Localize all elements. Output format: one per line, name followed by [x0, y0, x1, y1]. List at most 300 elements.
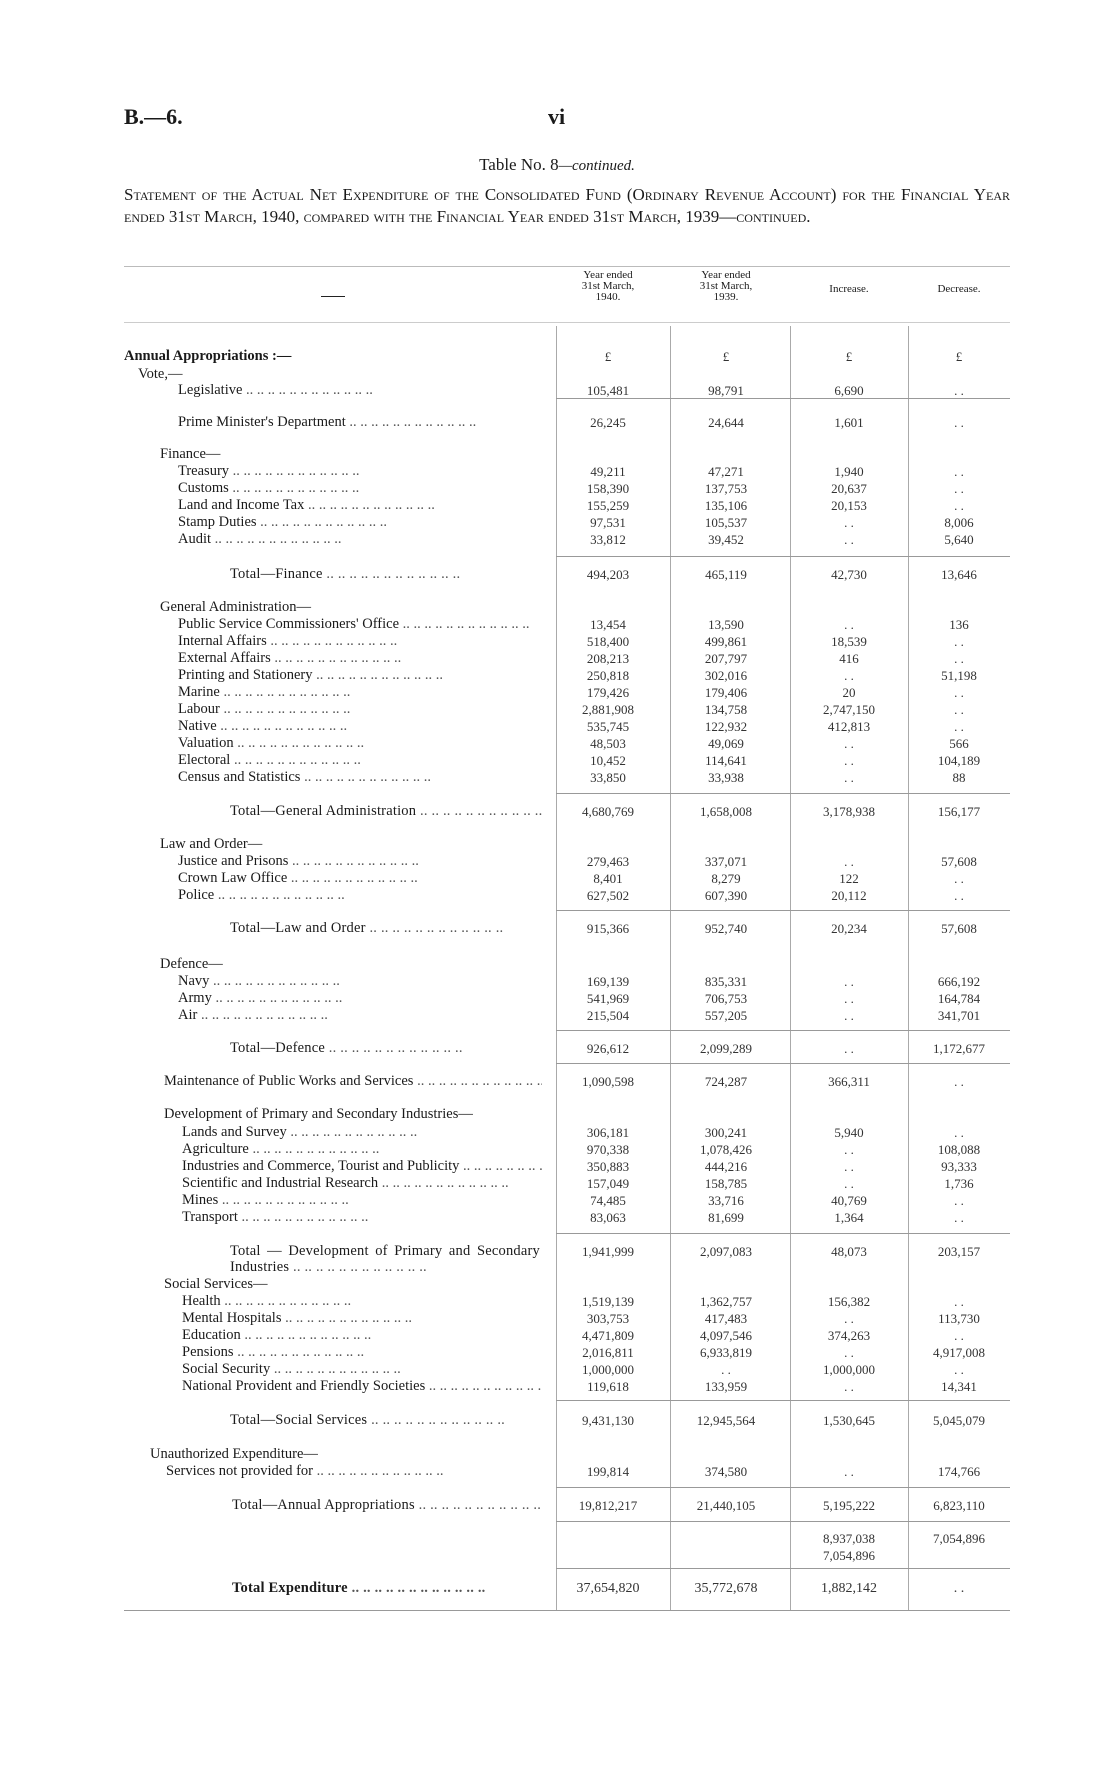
table-row-police — [0, 887, 1114, 904]
value-1940: 1,519,139 — [582, 1294, 634, 1309]
total-rule — [556, 1063, 1010, 1064]
value-1940: 155,259 — [586, 498, 630, 513]
value-decrease: 666,192 — [937, 974, 981, 989]
value-decrease: . . — [954, 1328, 964, 1343]
table-row-total-general-administration — [0, 803, 1114, 820]
row-label: Legislative .. — [178, 382, 542, 399]
value-1940: 8,401 — [593, 871, 623, 886]
value-1939: 114,641 — [705, 753, 747, 768]
table-row-services-not-provided-for — [0, 1463, 1114, 1480]
value-increase: 366,311 — [828, 1074, 870, 1089]
table-row-native — [0, 718, 1114, 735]
value-1940: 1,941,999 — [582, 1244, 634, 1259]
value-1940: 9,431,130 — [582, 1413, 634, 1428]
row-label: Internal Affairs .. — [178, 633, 542, 650]
value-increase: 3,178,938 — [823, 804, 875, 819]
table-row-scientific-and-industrial-research — [0, 1175, 1114, 1192]
value-increase: . . — [844, 1041, 854, 1056]
value-increase: 8,937,038 — [823, 1531, 875, 1546]
value-decrease: 174,766 — [937, 1464, 981, 1479]
value-increase: . . — [844, 753, 854, 768]
value-1940: 541,969 — [586, 991, 630, 1006]
value-increase: . . — [844, 532, 854, 547]
value-decrease: . . — [954, 1074, 964, 1089]
row-label: Services not provided for .. — [166, 1463, 542, 1480]
value-decrease: . . — [954, 1193, 964, 1208]
value-increase: 20,637 — [831, 481, 867, 496]
total-rule — [556, 1521, 1010, 1522]
value-increase: 40,769 — [831, 1193, 867, 1208]
value-increase: 42,730 — [831, 567, 867, 582]
table-row-stamp-duties — [0, 514, 1114, 531]
total-rule — [556, 1233, 1010, 1234]
total-rule — [556, 793, 1010, 794]
value-1940: £ — [604, 349, 612, 364]
row-label: Crown Law Office .. — [178, 870, 542, 887]
total-rule — [556, 910, 1010, 911]
value-1939: £ — [722, 349, 730, 364]
value-decrease: 57,608 — [941, 921, 977, 936]
value-increase: . . — [844, 770, 854, 785]
row-label: Mines .. — [182, 1192, 542, 1209]
value-1940: 33,850 — [590, 770, 626, 785]
total-rule — [556, 1568, 1010, 1569]
value-increase: . . — [844, 854, 854, 869]
value-increase: . . — [844, 1142, 854, 1157]
value-1939: 21,440,105 — [696, 1498, 756, 1513]
value-1940: 306,181 — [586, 1125, 630, 1140]
table-number-label: Table No. 8 — [479, 155, 559, 174]
value-1940: 74,485 — [590, 1193, 626, 1208]
value-decrease: 341,701 — [937, 1008, 981, 1023]
value-1939: 6,933,819 — [700, 1345, 752, 1360]
table-row-law-and-order — [0, 836, 1114, 853]
total-rule — [556, 1030, 1010, 1031]
value-decrease: 203,157 — [937, 1244, 981, 1259]
value-increase: 416 — [839, 651, 859, 666]
value-1940: 13,454 — [590, 617, 626, 632]
value-increase: 20,234 — [831, 921, 867, 936]
value-1939: 557,205 — [704, 1008, 748, 1023]
total-rule — [556, 556, 1010, 557]
value-increase: 5,940 — [834, 1125, 864, 1140]
value-1940: 179,426 — [586, 685, 630, 700]
table-row-public-service-commissioners-office — [0, 616, 1114, 633]
table-row-total-law-and-order — [0, 920, 1114, 937]
value-1939: 35,772,678 — [694, 1581, 758, 1596]
value-1940: 48,503 — [590, 736, 626, 751]
row-label: Social Security .. — [182, 1361, 542, 1378]
row-label: Defence— — [160, 956, 223, 972]
value-increase: 1,940 — [834, 464, 864, 479]
value-1940: 494,203 — [586, 567, 630, 582]
table-number — [0, 155, 1114, 175]
value-1939: 81,699 — [708, 1210, 744, 1225]
value-increase: 374,263 — [827, 1328, 871, 1343]
value-1940: 926,612 — [586, 1041, 630, 1056]
value-1939: 2,099,289 — [700, 1041, 752, 1056]
table-number-suffix: —continued. — [558, 158, 635, 174]
table-row-general-administration — [0, 599, 1114, 616]
value-increase: . . — [844, 991, 854, 1006]
value-increase: . . — [844, 668, 854, 683]
value-decrease: . . — [954, 415, 964, 430]
header-year-1939: Year ended 31st March, 1939. — [699, 269, 753, 303]
value-decrease: . . — [954, 1362, 964, 1377]
table-row-customs — [0, 480, 1114, 497]
value-decrease: 164,784 — [937, 991, 981, 1006]
value-1939: 12,945,564 — [696, 1413, 756, 1428]
table-row-prime-minister-s-department — [0, 414, 1114, 431]
value-1940: 19,812,217 — [578, 1498, 638, 1513]
value-1940: 26,245 — [590, 415, 626, 430]
value-1940: 970,338 — [586, 1142, 630, 1157]
header-decrease: Decrease. — [937, 283, 981, 295]
row-label: Total—Law and Order .. — [230, 920, 542, 937]
row-label: Native .. — [178, 718, 542, 735]
table-row-national-provident-and-friendly-societies — [0, 1378, 1114, 1395]
value-1940: 105,481 — [586, 383, 630, 398]
row-label: Air .. — [178, 1007, 542, 1024]
value-increase: . . — [844, 974, 854, 989]
value-decrease: 13,646 — [941, 567, 977, 582]
table-row-annual-appropriations — [0, 348, 1114, 365]
value-decrease: 51,198 — [941, 668, 977, 683]
row-label: Annual Appropriations :— — [124, 348, 292, 364]
row-label: Industries and Commerce, Tourist and Publicity .. — [182, 1158, 542, 1175]
table-row-maintenance-of-public-works-and-services — [0, 1073, 1114, 1090]
value-decrease: 1,172,677 — [933, 1041, 985, 1056]
value-1939: 13,590 — [708, 617, 744, 632]
value-increase: 1,601 — [834, 415, 864, 430]
value-1940: 208,213 — [586, 651, 630, 666]
value-increase: 20 — [842, 685, 856, 700]
value-1939: 33,716 — [708, 1193, 744, 1208]
row-label: Public Service Commissioners' Office .. — [178, 616, 542, 633]
value-increase: 2,747,150 — [823, 702, 875, 717]
table-row-blank — [0, 1530, 1114, 1547]
row-label: Total—Social Services .. — [230, 1412, 542, 1429]
value-decrease: . . — [954, 498, 964, 513]
value-1939: 835,331 — [704, 974, 748, 989]
table-row-education — [0, 1327, 1114, 1344]
value-1940: 37,654,820 — [576, 1581, 640, 1596]
table-row-total-annual-appropriations — [0, 1497, 1114, 1514]
value-decrease: . . — [954, 1294, 964, 1309]
value-increase: £ — [845, 349, 853, 364]
value-increase: . . — [844, 1159, 854, 1174]
table-row-finance — [0, 446, 1114, 463]
row-label: Prime Minister's Department .. — [178, 414, 542, 431]
value-1940: 4,471,809 — [582, 1328, 634, 1343]
statement-title: Statement of the Actual Net Expenditure of the Consolidated Fund (Ordinary Revenue Account) for the Financial Year ended 31st March, 1940, compared with the Financial Year ended 31st March, 1939—continued. — [124, 185, 1010, 226]
value-decrease: 5,640 — [944, 532, 974, 547]
value-1939: 724,287 — [704, 1074, 748, 1089]
value-increase: 1,000,000 — [823, 1362, 875, 1377]
row-label: Maintenance of Public Works and Services .. — [164, 1073, 542, 1090]
value-increase: 1,364 — [834, 1210, 864, 1225]
table-row-navy — [0, 973, 1114, 990]
table-row-total-expenditure — [0, 1580, 1114, 1597]
row-label: Mental Hospitals .. — [182, 1310, 542, 1327]
row-label: Pensions .. — [182, 1344, 542, 1361]
total-rule — [556, 398, 1010, 399]
value-decrease: . . — [954, 871, 964, 886]
value-1940: 158,390 — [586, 481, 630, 496]
value-1940: 1,090,598 — [582, 1074, 634, 1089]
value-1940: 169,139 — [586, 974, 630, 989]
table-bottom-rule — [124, 1610, 1010, 1611]
value-1939: 179,406 — [704, 685, 748, 700]
value-decrease: . . — [954, 634, 964, 649]
table-row-crown-law-office — [0, 870, 1114, 887]
value-decrease: 566 — [949, 736, 969, 751]
value-decrease: 6,823,110 — [933, 1498, 985, 1513]
value-increase: . . — [844, 617, 854, 632]
value-1939: 207,797 — [704, 651, 748, 666]
row-label: Marine .. — [178, 684, 542, 701]
value-increase: 1,882,142 — [821, 1581, 877, 1596]
value-1940: 2,016,811 — [582, 1345, 634, 1360]
row-label: Finance— — [160, 446, 221, 462]
row-label: Total—Annual Appropriations .. — [232, 1497, 542, 1514]
row-label: Navy .. — [178, 973, 542, 990]
value-decrease: . . — [954, 1125, 964, 1140]
row-label: Vote,— — [138, 366, 183, 382]
table-row-total-social-services — [0, 1412, 1114, 1429]
table-row-social-services — [0, 1276, 1114, 1293]
value-1939: 2,097,083 — [700, 1244, 752, 1259]
value-1940: 279,463 — [586, 854, 630, 869]
table-row-printing-and-stationery — [0, 667, 1114, 684]
row-label: Justice and Prisons .. — [178, 853, 542, 870]
table-row-pensions — [0, 1344, 1114, 1361]
table-row-internal-affairs — [0, 633, 1114, 650]
value-1939: 952,740 — [704, 921, 748, 936]
table-row-agriculture — [0, 1141, 1114, 1158]
value-1939: 444,216 — [704, 1159, 748, 1174]
value-1939: 134,758 — [704, 702, 748, 717]
row-label: Social Services— — [164, 1276, 268, 1292]
value-1939: 1,362,757 — [700, 1294, 752, 1309]
value-1939: 337,071 — [704, 854, 748, 869]
value-increase: 1,530,645 — [823, 1413, 875, 1428]
row-label: Development of Primary and Secondary Industries— — [164, 1106, 473, 1122]
value-1939: 98,791 — [708, 383, 744, 398]
value-1940: 1,000,000 — [582, 1362, 634, 1377]
value-decrease: . . — [954, 685, 964, 700]
value-increase: 5,195,222 — [823, 1498, 875, 1513]
value-1940: 4,680,769 — [582, 804, 634, 819]
value-1939: 33,938 — [708, 770, 744, 785]
row-label: General Administration— — [160, 599, 312, 615]
value-increase: 18,539 — [831, 634, 867, 649]
value-decrease: . . — [954, 383, 964, 398]
row-label: Total—Defence .. — [230, 1040, 542, 1057]
row-label: Total — Development of Primary and Secondary Industries .. — [230, 1243, 540, 1275]
value-increase: 412,813 — [827, 719, 871, 734]
table-row-lands-and-survey — [0, 1124, 1114, 1141]
page-number: vi — [548, 104, 566, 129]
table-row-valuation — [0, 735, 1114, 752]
value-decrease: . . — [954, 651, 964, 666]
value-increase: 156,382 — [827, 1294, 871, 1309]
value-1940: 535,745 — [586, 719, 630, 734]
value-1939: 122,932 — [704, 719, 748, 734]
value-1940: 157,049 — [586, 1176, 630, 1191]
value-1939: 158,785 — [704, 1176, 748, 1191]
value-1939: 137,753 — [704, 481, 748, 496]
row-label: Scientific and Industrial Research .. — [182, 1175, 542, 1192]
value-1940: 83,063 — [590, 1210, 626, 1225]
row-label: Stamp Duties .. — [178, 514, 542, 531]
table-row-total-defence — [0, 1040, 1114, 1057]
table-row-external-affairs — [0, 650, 1114, 667]
value-1939: . . — [721, 1362, 731, 1377]
value-increase: 48,073 — [831, 1244, 867, 1259]
row-label: Electoral .. — [178, 752, 542, 769]
value-1940: 2,881,908 — [582, 702, 634, 717]
value-1939: 39,452 — [708, 532, 744, 547]
value-decrease: 104,189 — [937, 753, 981, 768]
row-label: Police .. — [178, 887, 542, 904]
row-label: External Affairs .. — [178, 650, 542, 667]
row-label: Audit .. — [178, 531, 542, 548]
table-row-defence — [0, 956, 1114, 973]
value-1940: 915,366 — [586, 921, 630, 936]
table-row-labour — [0, 701, 1114, 718]
value-decrease: 93,333 — [941, 1159, 977, 1174]
value-1939: 374,580 — [704, 1464, 748, 1479]
value-1940: 350,883 — [586, 1159, 630, 1174]
value-1939: 49,069 — [708, 736, 744, 751]
value-1939: 1,078,426 — [700, 1142, 752, 1157]
table-row-development-of-primary-and-secondary-industries — [0, 1106, 1114, 1123]
value-1939: 300,241 — [704, 1125, 748, 1140]
value-1939: 706,753 — [704, 991, 748, 1006]
table-row-audit — [0, 531, 1114, 548]
value-1939: 135,106 — [704, 498, 748, 513]
value-decrease: . . — [954, 481, 964, 496]
value-1940: 215,504 — [586, 1008, 630, 1023]
value-1939: 4,097,546 — [700, 1328, 752, 1343]
value-increase: 20,112 — [831, 888, 867, 903]
table-row-unauthorized-expenditure — [0, 1446, 1114, 1463]
value-decrease: 108,088 — [937, 1142, 981, 1157]
value-increase: . . — [844, 1008, 854, 1023]
table-row-blank — [0, 1547, 1114, 1564]
value-decrease: 113,730 — [938, 1311, 980, 1326]
value-increase: . . — [844, 1464, 854, 1479]
value-1940: 627,502 — [586, 888, 630, 903]
row-label: Law and Order— — [160, 836, 263, 852]
table-row-land-and-income-tax — [0, 497, 1114, 514]
table-row-social-security — [0, 1361, 1114, 1378]
value-increase: . . — [844, 1345, 854, 1360]
value-increase: . . — [844, 1176, 854, 1191]
value-1939: 465,119 — [705, 567, 747, 582]
value-decrease: 57,608 — [941, 854, 977, 869]
table-row-legislative — [0, 382, 1114, 399]
value-decrease: 5,045,079 — [933, 1413, 985, 1428]
value-decrease: £ — [955, 349, 963, 364]
table-row-vote — [0, 366, 1114, 383]
header-rule — [124, 322, 1010, 323]
row-label: Total—Finance .. — [230, 566, 542, 583]
value-increase: . . — [844, 1311, 854, 1326]
value-decrease: 136 — [949, 617, 969, 632]
header-year-1940: Year ended 31st March, 1940. — [581, 269, 635, 303]
value-increase: . . — [844, 736, 854, 751]
table-row-electoral — [0, 752, 1114, 769]
table-row-total-finance — [0, 566, 1114, 583]
value-1939: 133,959 — [704, 1379, 748, 1394]
value-1939: 417,483 — [704, 1311, 748, 1326]
table-row-justice-and-prisons — [0, 853, 1114, 870]
total-rule — [556, 1400, 1010, 1401]
value-1939: 105,537 — [704, 515, 748, 530]
page-ref: B.—6. — [124, 104, 183, 129]
value-1940: 518,400 — [586, 634, 630, 649]
total-rule — [556, 1487, 1010, 1488]
value-1939: 47,271 — [708, 464, 744, 479]
table-row-air — [0, 1007, 1114, 1024]
value-1939: 8,279 — [711, 871, 741, 886]
value-1940: 250,818 — [586, 668, 630, 683]
value-increase: 122 — [839, 871, 859, 886]
value-1940: 119,618 — [587, 1379, 629, 1394]
table-row-army — [0, 990, 1114, 1007]
value-decrease: . . — [954, 719, 964, 734]
value-decrease: 8,006 — [944, 515, 974, 530]
value-1940: 10,452 — [590, 753, 626, 768]
row-label: Land and Income Tax .. — [178, 497, 542, 514]
value-decrease: 156,177 — [937, 804, 981, 819]
row-label: Labour .. — [178, 701, 542, 718]
table-row-marine — [0, 684, 1114, 701]
row-label: Total Expenditure .. — [232, 1580, 542, 1597]
row-label: Valuation .. — [178, 735, 542, 752]
row-label: Customs .. — [178, 480, 542, 497]
value-increase: . . — [844, 515, 854, 530]
value-decrease: . . — [954, 702, 964, 717]
value-1940: 33,812 — [590, 532, 626, 547]
value-1939: 499,861 — [704, 634, 748, 649]
table-row-treasury — [0, 463, 1114, 480]
table-row-census-and-statistics — [0, 769, 1114, 786]
row-label: National Provident and Friendly Societies .. — [182, 1378, 542, 1395]
table-row-mental-hospitals — [0, 1310, 1114, 1327]
row-label: Treasury .. — [178, 463, 542, 480]
value-decrease: . . — [954, 1210, 964, 1225]
row-label: Printing and Stationery .. — [178, 667, 542, 684]
value-1939: 24,644 — [708, 415, 744, 430]
value-increase: 7,054,896 — [823, 1548, 875, 1563]
table-row-industries-and-commerce-tourist-and-publicity — [0, 1158, 1114, 1175]
value-decrease: 14,341 — [941, 1379, 977, 1394]
table-row-mines — [0, 1192, 1114, 1209]
value-1939: 607,390 — [704, 888, 748, 903]
row-label: Census and Statistics .. — [178, 769, 542, 786]
table-row-health — [0, 1293, 1114, 1310]
value-increase: . . — [844, 1379, 854, 1394]
value-decrease: 4,917,008 — [933, 1345, 985, 1360]
value-1939: 1,658,008 — [700, 804, 752, 819]
value-decrease: 1,736 — [944, 1176, 974, 1191]
row-label: Unauthorized Expenditure— — [150, 1446, 318, 1462]
row-label: Total—General Administration .. — [230, 803, 542, 820]
table-top-rule — [124, 266, 1010, 267]
